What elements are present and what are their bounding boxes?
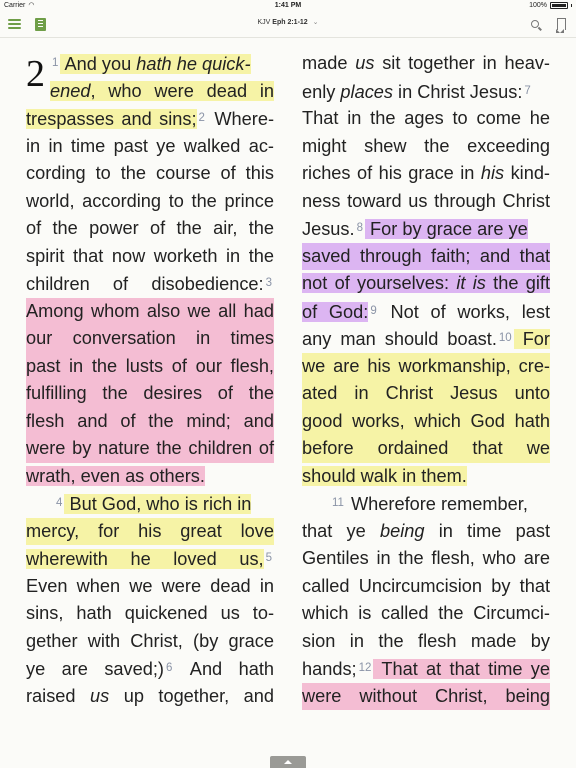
verse-text[interactable]: For by grace are ye bbox=[364, 219, 528, 239]
verse-text[interactable]: not of yourselves: it is the gift bbox=[302, 273, 550, 293]
text-line bbox=[302, 215, 550, 243]
text-line bbox=[302, 160, 550, 188]
verse-text[interactable]: For bbox=[513, 329, 550, 349]
text-line bbox=[302, 490, 550, 518]
status-time: 1:41 PM bbox=[274, 2, 302, 9]
reader-toolbar bbox=[0, 11, 576, 38]
verse-text[interactable]: Jesus. bbox=[302, 219, 355, 239]
verse-text[interactable]: sit together in heav- bbox=[374, 53, 550, 73]
text-line[interactable]: saved through faith; and that bbox=[302, 243, 550, 271]
text-line bbox=[26, 270, 274, 298]
text-line[interactable]: mercy, for his great love bbox=[26, 518, 274, 546]
text-line bbox=[26, 655, 274, 683]
verse-text[interactable]: hands; bbox=[302, 659, 357, 679]
verse-number[interactable]: 3 bbox=[265, 277, 272, 289]
text-line[interactable]: That in the ages to come he bbox=[302, 108, 550, 128]
text-line[interactable]: called Uncircumcision by that bbox=[302, 575, 550, 596]
battery-nub bbox=[571, 4, 572, 7]
text-line bbox=[302, 270, 550, 298]
battery-percent: 100% bbox=[529, 2, 547, 9]
verse-number[interactable]: 1 bbox=[52, 57, 59, 69]
verse-text[interactable]: that ye bbox=[302, 520, 380, 541]
chevron-down-icon: ⌄ bbox=[312, 19, 319, 26]
text-line[interactable]: Gentiles in the flesh, who are bbox=[302, 548, 550, 568]
text-line bbox=[26, 683, 274, 711]
verse-number[interactable]: 10 bbox=[498, 332, 512, 344]
text-line bbox=[26, 50, 274, 78]
text-line[interactable]: Even when we were dead in bbox=[26, 575, 274, 596]
verse-text[interactable]: wherewith he loved us, bbox=[26, 549, 264, 569]
verse-text[interactable]: ened, who were dead in bbox=[50, 80, 274, 101]
verse-text[interactable]: wrath, even as others. bbox=[26, 465, 205, 486]
verse-text[interactable]: in time past bbox=[424, 520, 550, 541]
verse-text[interactable]: And hath bbox=[174, 659, 274, 679]
verse-text[interactable]: made bbox=[302, 53, 356, 73]
text-line[interactable]: which is called the Circumci- bbox=[302, 603, 550, 623]
text-line[interactable]: ated in Christ Jesus unto bbox=[302, 380, 550, 408]
text-line bbox=[26, 463, 274, 491]
text-line[interactable]: gether with Christ, (by grace bbox=[26, 630, 274, 651]
verse-number[interactable]: 11 bbox=[332, 497, 344, 509]
verse-text[interactable]: being bbox=[379, 520, 425, 541]
text-line[interactable]: might shew the exceeding bbox=[302, 135, 550, 156]
verse-text[interactable]: That at that time ye bbox=[373, 659, 550, 679]
text-line bbox=[26, 545, 274, 573]
text-line[interactable]: flesh and of the mind; and bbox=[26, 408, 274, 436]
text-line[interactable]: spirit that now worketh in the bbox=[26, 245, 274, 266]
verse-number[interactable]: 12 bbox=[358, 662, 372, 674]
chapter-number: 2 bbox=[26, 53, 45, 95]
verse-text[interactable]: ye are saved;) bbox=[26, 659, 164, 679]
text-line[interactable]: Among whom also we all had bbox=[26, 298, 274, 326]
text-line bbox=[302, 463, 550, 491]
search-icon[interactable] bbox=[526, 15, 544, 33]
text-line[interactable]: were without Christ, being bbox=[302, 683, 550, 711]
text-line bbox=[302, 298, 550, 326]
verse-text[interactable]: And you hath he quick- bbox=[60, 54, 251, 74]
verse-text[interactable]: riches of his grace in bbox=[302, 163, 481, 183]
wifi-icon: ◠ bbox=[28, 2, 35, 9]
verse-text[interactable]: up together, and bbox=[109, 685, 274, 706]
verse-number[interactable]: 9 bbox=[370, 304, 377, 317]
text-line bbox=[302, 518, 550, 546]
battery-icon bbox=[550, 2, 568, 9]
verse-text[interactable]: any man should boast. bbox=[302, 329, 497, 349]
verse-number[interactable]: 4 bbox=[56, 497, 63, 509]
reference-label: Eph 2:1-12 bbox=[272, 19, 308, 26]
text-line[interactable]: good works, which God hath bbox=[302, 408, 550, 436]
verse-text[interactable]: us bbox=[90, 685, 110, 706]
verse-text[interactable]: Not of works, lest bbox=[378, 301, 550, 322]
text-line[interactable]: ness toward us through Christ bbox=[302, 190, 550, 211]
text-line[interactable]: fulfilling the desires of the bbox=[26, 380, 274, 408]
passage-selector[interactable] bbox=[0, 18, 576, 26]
verse-text[interactable]: enly bbox=[302, 81, 341, 102]
text-line[interactable]: were by nature the children of bbox=[26, 435, 274, 463]
text-line bbox=[26, 490, 274, 518]
verse-text[interactable]: kind- bbox=[504, 163, 550, 183]
verse-text[interactable]: of God: bbox=[302, 301, 369, 322]
text-line[interactable]: sion in the flesh made by bbox=[302, 630, 550, 651]
text-line[interactable]: before ordained that we bbox=[302, 435, 550, 463]
text-line bbox=[26, 78, 274, 106]
text-line[interactable]: world, according to the prince bbox=[26, 190, 274, 211]
verse-text[interactable]: Where- bbox=[206, 109, 275, 129]
verse-text[interactable]: places bbox=[340, 81, 393, 102]
verse-text[interactable]: should walk in them. bbox=[302, 465, 467, 486]
status-bar bbox=[0, 0, 576, 11]
verse-number[interactable]: 6 bbox=[165, 662, 173, 674]
bookmark-icon[interactable] bbox=[552, 15, 570, 33]
text-column-right bbox=[302, 50, 550, 710]
text-line[interactable]: our conversation in times bbox=[26, 325, 274, 353]
text-column-left bbox=[26, 50, 274, 710]
verse-text[interactable]: his bbox=[480, 163, 505, 183]
verse-number[interactable]: 8 bbox=[356, 222, 363, 234]
verse-text[interactable]: trespasses and sins; bbox=[26, 109, 197, 129]
text-line[interactable]: sins, hath quickened us to- bbox=[26, 603, 274, 623]
status-right bbox=[529, 0, 572, 11]
carrier-label: Carrier bbox=[4, 2, 26, 9]
text-line[interactable]: cording to the course of this bbox=[26, 163, 274, 183]
chevron-up-icon bbox=[284, 760, 292, 764]
verse-number[interactable]: 5 bbox=[265, 552, 272, 564]
verse-text[interactable]: Wherefore remember, bbox=[345, 494, 528, 514]
verse-number[interactable]: 2 bbox=[198, 112, 205, 124]
text-line[interactable]: of the power of the air, the bbox=[26, 218, 274, 238]
text-line bbox=[302, 655, 550, 683]
text-line bbox=[302, 78, 550, 106]
verse-text[interactable]: But God, who is rich in bbox=[64, 494, 252, 514]
verse-number[interactable]: 7 bbox=[524, 84, 531, 97]
verse-text[interactable]: children of disobedience: bbox=[26, 274, 264, 294]
text-line[interactable]: past in the lusts of our flesh, bbox=[26, 353, 274, 381]
text-line bbox=[26, 105, 274, 133]
verse-text[interactable]: raised bbox=[26, 685, 91, 706]
version-label: KJV bbox=[257, 19, 271, 26]
text-line[interactable]: we are his workmanship, cre- bbox=[302, 353, 550, 381]
verse-text[interactable]: us bbox=[355, 53, 375, 73]
text-line[interactable]: in in time past ye walked ac- bbox=[26, 135, 274, 156]
text-line bbox=[302, 325, 550, 353]
verse-text[interactable]: in Christ Jesus: bbox=[393, 81, 523, 102]
bottom-panel-handle[interactable] bbox=[270, 756, 306, 768]
text-line bbox=[302, 50, 550, 78]
